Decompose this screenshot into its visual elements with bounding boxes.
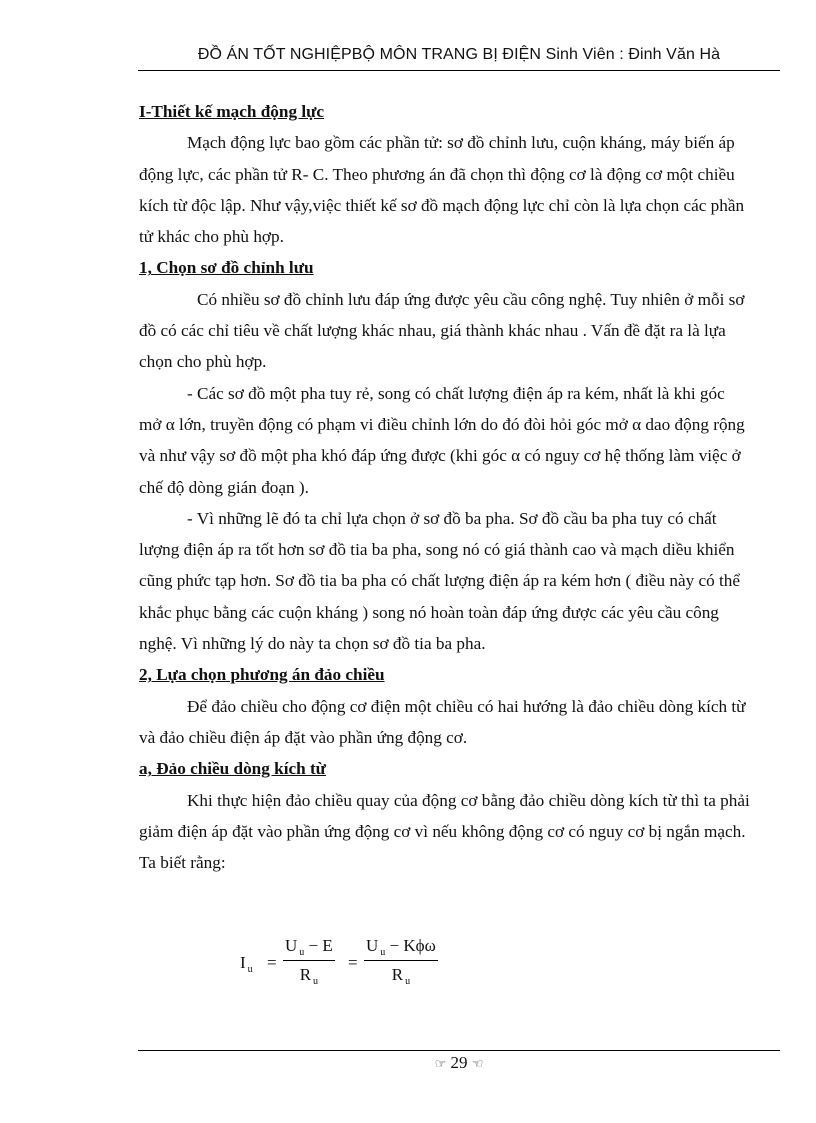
section-heading-rectifier: 1, Chọn sơ đồ chỉnh lưu bbox=[139, 258, 314, 278]
footer-divider bbox=[138, 1050, 780, 1051]
paragraph-field-reversal: Khi thực hiện đảo chiều quay của động cơ bằng đảo chiều dòng kích từ thì ta phải giảm điện áp đặt vào phần ứng động cơ vì nếu không động cơ có nguy cơ bị ngắn mạch. Ta biết rằng: bbox=[139, 790, 750, 873]
pointing-hand-right-icon: ☜ bbox=[471, 1056, 484, 1071]
page-body bbox=[139, 96, 751, 878]
paragraph-power-circuit: Mạch động lực bao gồm các phần tử: sơ đồ chỉnh lưu, cuộn kháng, máy biến áp động lực, các phần tử R- C. Theo phương án đã chọn thì động cơ là động cơ một chiều kích từ độc lập. Như vậy,việc thiết kế sơ đồ mạch động lực chỉ còn là lựa chọn các phần tử khác cho phù hợp. bbox=[139, 133, 745, 247]
formula-fraction-1: $\frac{U _u - E}{R _u}$ bbox=[285, 936, 333, 987]
paragraph-rectifier-intro: Có nhiều sơ đồ chỉnh lưu đáp ứng được yêu cầu công nghệ. Tuy nhiên ở mỗi sơ đồ có các chỉ tiêu về chất lượng khác nhau, giá thành khác nhau . Vấn đề đặt ra là lựa chọn cho phù hợp. bbox=[139, 289, 745, 372]
paragraph-single-phase: - Các sơ đồ một pha tuy rẻ, song có chất lượng điện áp ra kém, nhất là khi góc mở α lớn, truyền động có phạm vi điều chỉnh lớn do đó đòi hỏi góc mở α dao động rộng và như vậy sơ đồ một pha khó đáp ứng được (khi góc α có nguy cơ hệ thống làm việc ở chế độ dòng gián đoạn ). bbox=[139, 383, 745, 497]
section-heading-reversal: 2, Lựa chọn phương án đảo chiều bbox=[139, 665, 385, 685]
paragraph-three-phase: - Vì những lẽ đó ta chỉ lựa chọn ở sơ đồ ba pha. Sơ đồ cầu ba pha tuy có chất lượng điện áp ra tốt hơn sơ đồ tia ba pha, song nó có giá thành cao và mạch diều khiển cũng phức tạp hơn. Sơ đồ tia ba pha có chất lượng điện áp ra kém hơn ( điều này có thể khắc phục bằng các cuộn kháng ) song nó hoàn toàn đáp ứng được các yêu cầu công nghệ. Vì những lý do này ta chọn sơ đồ tia ba pha. bbox=[139, 508, 741, 654]
section-heading-field-reversal: a, Đảo chiều dòng kích từ bbox=[139, 759, 326, 779]
page-number: 29 bbox=[450, 1053, 468, 1072]
formula-equals-2: = bbox=[348, 953, 358, 972]
paragraph-reversal: Để đảo chiều cho động cơ điện một chiều có hai hướng là đảo chiều dòng kích từ và đảo chiều điện áp đặt vào phần ứng động cơ. bbox=[139, 696, 746, 747]
page-footer bbox=[138, 1053, 780, 1073]
formula-lhs: I $_u$ bbox=[240, 953, 253, 975]
formula-equals-1: = bbox=[267, 953, 277, 972]
formula-fraction-2: U $_u$ − Kϕω R $_u$ bbox=[366, 936, 436, 987]
pointing-hand-left-icon: ☞ bbox=[434, 1056, 447, 1071]
header-divider bbox=[138, 70, 780, 71]
section-heading-power-circuit: I-Thiết kế mạch động lực bbox=[139, 102, 325, 121]
page-header: ĐỒ ÁN TỐT NGHIỆPBỘ MÔN TRANG BỊ ĐIỆN Sinh Viên : Đinh Văn Hà bbox=[197, 46, 721, 63]
